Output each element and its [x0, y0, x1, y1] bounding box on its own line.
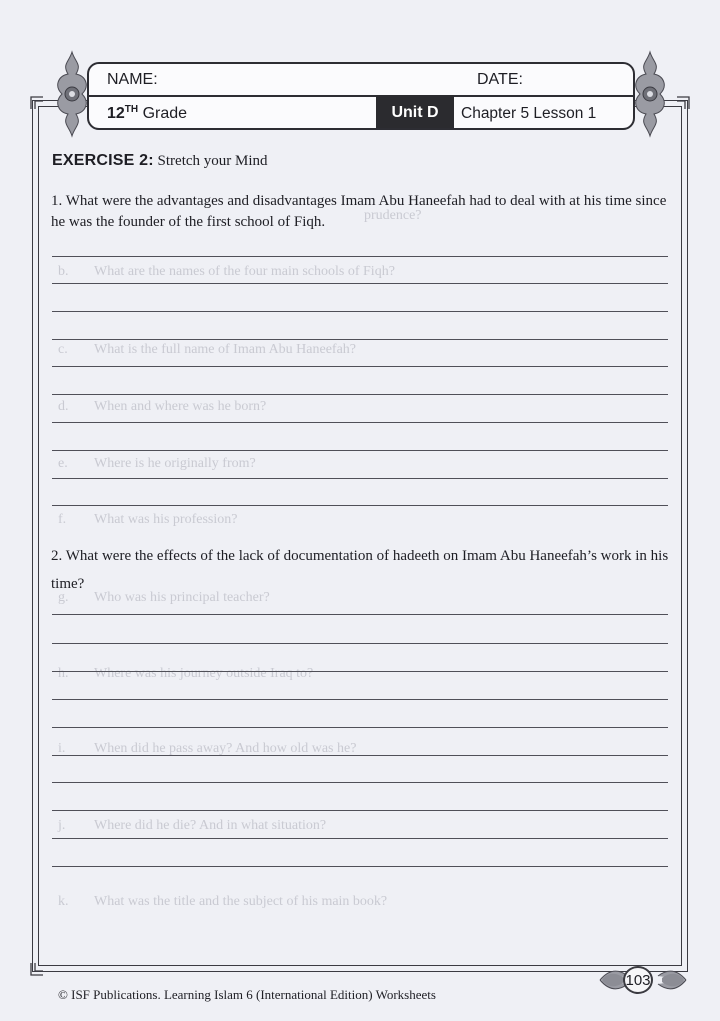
name-label: NAME: [107, 71, 158, 88]
show-through-letter: k. [58, 894, 69, 909]
page-number: 103 [623, 966, 653, 994]
grade-number: 12 [107, 105, 125, 122]
answer-line[interactable] [52, 866, 668, 867]
answer-line[interactable] [52, 727, 668, 728]
answer-line[interactable] [52, 339, 668, 340]
show-through-text: When did he pass away? And how old was he? [94, 741, 357, 756]
answer-line[interactable] [52, 838, 668, 839]
answer-line[interactable] [52, 614, 668, 615]
show-through-letter: d. [58, 399, 69, 414]
answer-line[interactable] [52, 422, 668, 423]
answer-line[interactable] [52, 505, 668, 506]
lesson-label: Chapter 5 Lesson 1 [461, 105, 597, 122]
header-top-row [89, 64, 633, 97]
show-through-letter: h. [58, 666, 69, 681]
answer-line[interactable] [52, 256, 668, 257]
corner-ornament-icon [30, 962, 44, 976]
answer-line[interactable] [52, 450, 668, 451]
show-through-text: What is the full name of Imam Abu Haneefah? [94, 342, 357, 357]
answer-line[interactable] [52, 755, 668, 756]
show-through-text: Where did he die? And in what situation? [94, 818, 327, 833]
show-through-text: Where is he originally from? [94, 456, 256, 471]
answer-line[interactable] [52, 366, 668, 367]
floral-ornament-right-icon [630, 50, 670, 138]
show-through-text: What was the title and the subject of his main book? [94, 894, 388, 909]
answer-line[interactable] [52, 810, 668, 811]
answer-line[interactable] [52, 671, 668, 672]
question-1: 1. What were the advantages and disadvantages Imam Abu Haneefah had to deal with at his time since he was the founder of the first school of Fiqh. [51, 193, 667, 230]
show-through-letter: c. [58, 342, 68, 357]
answer-line[interactable] [52, 699, 668, 700]
date-label: DATE: [477, 71, 523, 88]
answer-line[interactable] [52, 283, 668, 284]
exercise-title: EXERCISE 2: [52, 152, 154, 169]
show-through-text: Who was his principal teacher? [94, 590, 270, 605]
unit-label: Unit D [376, 95, 454, 130]
show-through-letter: b. [58, 264, 69, 279]
show-through-letter: g. [58, 590, 69, 605]
answer-line[interactable] [52, 394, 668, 395]
show-through-letter: j. [58, 818, 66, 833]
show-through-letter: f. [58, 512, 67, 527]
footer-copyright: © ISF Publications. Learning Islam 6 (International Edition) Worksheets [58, 987, 436, 1002]
grade-word: Grade [142, 105, 188, 122]
corner-ornament-icon [676, 96, 690, 110]
answer-line[interactable] [52, 782, 668, 783]
show-through-letter: i. [58, 741, 66, 756]
worksheet-header [87, 62, 635, 130]
answer-line[interactable] [52, 643, 668, 644]
show-through-text: What was his profession? [94, 512, 238, 527]
question-2: 2. What were the effects of the lack of documentation of hadeeth on Imam Abu Haneefah’s work in his time? [51, 548, 669, 592]
grade-label [107, 104, 187, 123]
grade-suffix: TH [124, 104, 139, 115]
show-through-text: What are the names of the four main schools of Fiqh? [94, 264, 395, 279]
answer-line[interactable] [52, 478, 668, 479]
answer-line[interactable] [52, 311, 668, 312]
show-through-text: Where was his journey outside Iraq to? [94, 666, 314, 681]
show-through-text: prudence? [364, 208, 422, 223]
show-through-letter: e. [58, 456, 68, 471]
floral-ornament-left-icon [52, 50, 92, 138]
exercise-subtitle: Stretch your Mind [157, 153, 268, 169]
show-through-text: When and where was he born? [94, 399, 267, 414]
page-border-inner [38, 106, 682, 966]
exercise-heading [52, 152, 268, 170]
corner-ornament-icon [30, 96, 44, 110]
